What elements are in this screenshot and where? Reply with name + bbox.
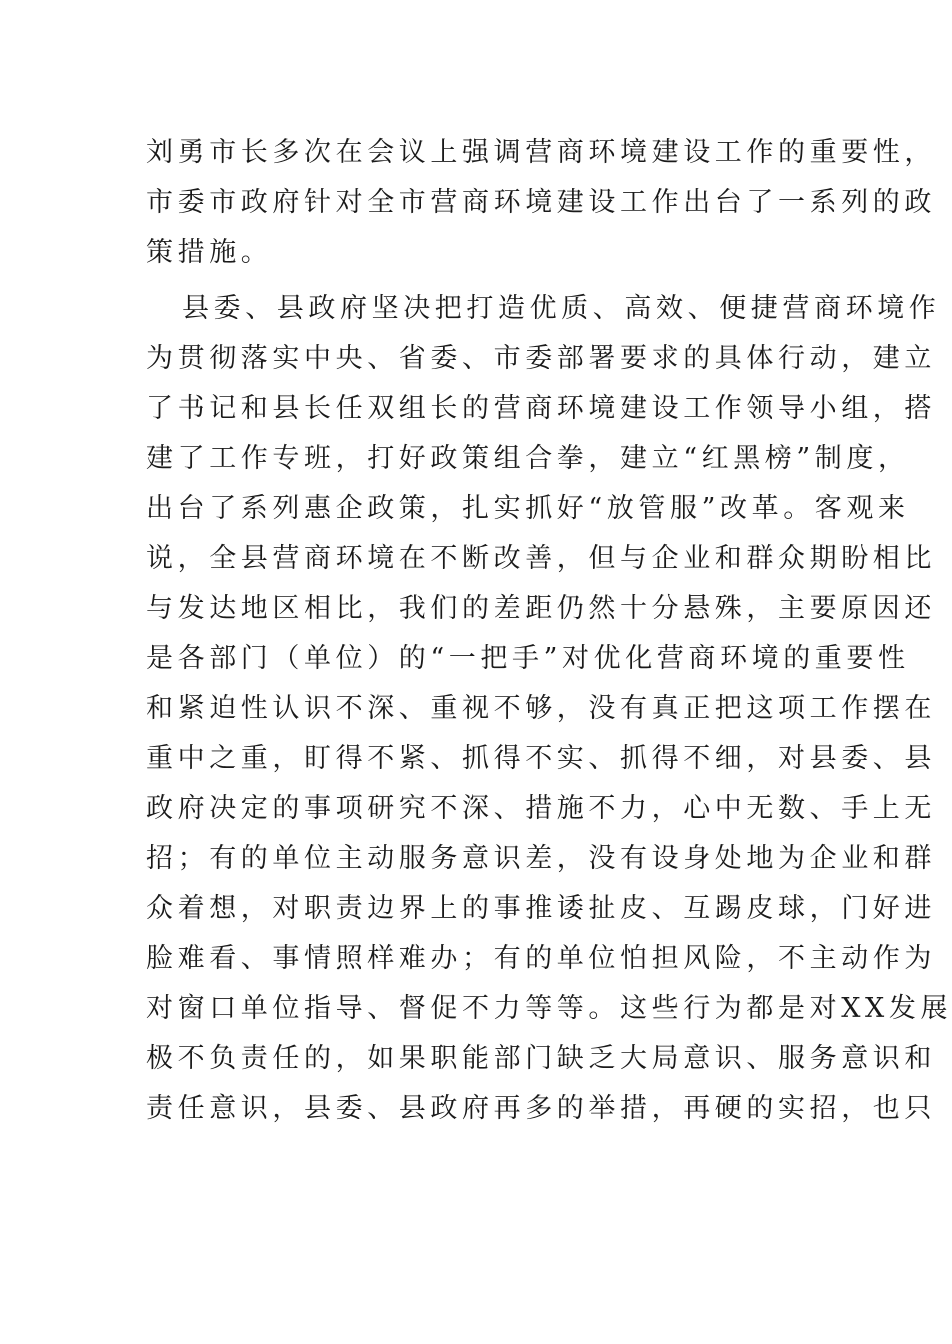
text-line: 县委、县政府坚决把打造优质、高效、便捷营商环境作 [182, 293, 941, 324]
text-line: 和紧迫性认识不深、重视不够，没有真正把这项工作摆在 [146, 693, 936, 724]
text-line: 责任意识，县委、县政府再多的举措，再硬的实招，也只 [146, 1093, 936, 1124]
text-line: 出台了系列惠企政策，扎实抓好“放管服”改革。客观来 [146, 493, 910, 524]
text-line: 与发达地区相比，我们的差距仍然十分悬殊，主要原因还 [146, 593, 936, 624]
text-line: 对窗口单位指导、督促不力等等。这些行为都是对XX发展 [146, 993, 952, 1024]
text-line: 是各部门（单位）的“一把手”对优化营商环境的重要性 [146, 643, 910, 674]
text-line: 政府决定的事项研究不深、措施不力，心中无数、手上无 [146, 793, 936, 824]
text-line: 为贯彻落实中央、省委、市委部署要求的具体行动，建立 [146, 343, 936, 374]
text-line: 建了工作专班，打好政策组合拳，建立“红黑榜”制度， [146, 443, 910, 474]
text-line: 招；有的单位主动服务意识差，没有设身处地为企业和群 [146, 843, 936, 874]
text-line: 刘勇市长多次在会议上强调营商环境建设工作的重要性， [146, 137, 936, 168]
text-line: 重中之重，盯得不紧、抓得不实、抓得不细，对县委、县 [146, 743, 936, 774]
text-line: 众着想，对职责边界上的事推诿扯皮、互踢皮球，门好进 [146, 893, 936, 924]
text-line: 极不负责任的，如果职能部门缺乏大局意识、服务意识和 [146, 1043, 936, 1074]
text-line: 策措施。 [146, 237, 273, 268]
paragraph-2 [146, 284, 952, 1134]
text-line: 脸难看、事情照样难办；有的单位怕担风险，不主动作为 [146, 943, 936, 974]
paragraph-1 [146, 128, 936, 278]
text-line: 市委市政府针对全市营商环境建设工作出台了一系列的政 [146, 187, 936, 218]
text-line: 说，全县营商环境在不断改善，但与企业和群众期盼相比 [146, 543, 936, 574]
text-line: 了书记和县长任双组长的营商环境建设工作领导小组，搭 [146, 393, 936, 424]
